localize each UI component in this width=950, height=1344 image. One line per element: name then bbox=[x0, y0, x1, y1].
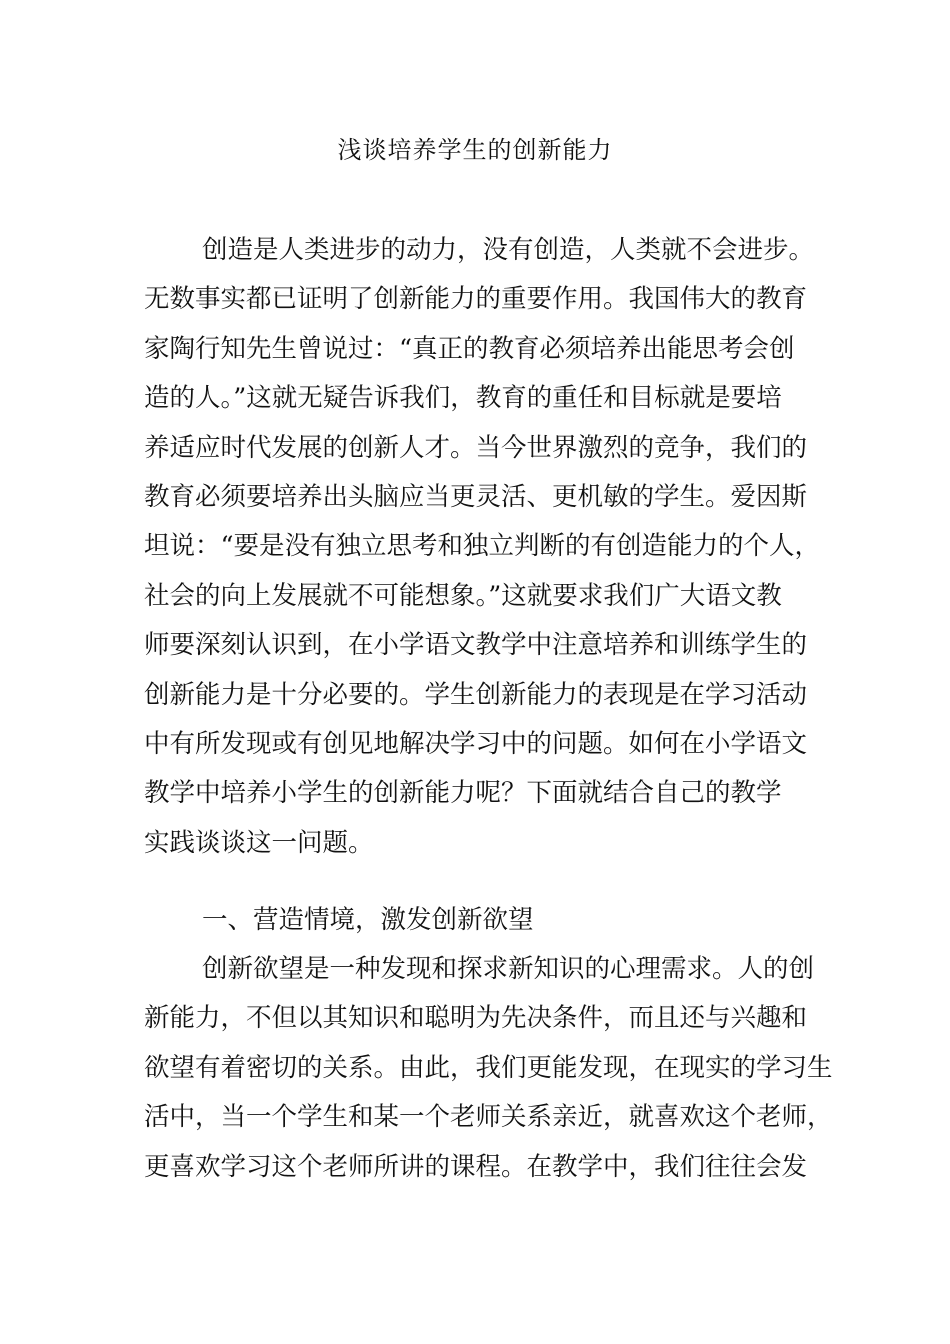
paragraph-line: 活中，当一个学生和某一个老师关系亲近，就喜欢这个老师， bbox=[144, 1102, 833, 1133]
paragraph-line: 教育必须要培养出头脑应当更灵活、更机敏的学生。爱因斯 bbox=[144, 481, 808, 512]
paragraph-line: 无数事实都已证明了创新能力的重要作用。我国伟大的教育 bbox=[144, 284, 808, 315]
paragraph-line: 家陶行知先生曾说过：“真正的教育必须培养出能思考会创 bbox=[144, 333, 795, 364]
paragraph-line: 中有所发现或有创见地解决学习中的问题。如何在小学语文 bbox=[144, 728, 808, 759]
paragraph-line: 养适应时代发展的创新人才。当今世界激烈的竞争，我们的 bbox=[144, 432, 808, 463]
paragraph-intro bbox=[144, 226, 821, 868]
paragraph-line: 新能力，不但以其知识和聪明为先决条件，而且还与兴趣和 bbox=[144, 1003, 808, 1034]
paragraph-line: 创新欲望是一种发现和探求新知识的心理需求。人的创 bbox=[202, 954, 815, 984]
paragraph-line: 欲望有着密切的关系。由此，我们更能发现，在现实的学习生 bbox=[144, 1052, 833, 1083]
section-heading bbox=[144, 896, 814, 945]
paragraph-line: 更喜欢学习这个老师所讲的课程。在教学中，我们往往会发 bbox=[144, 1151, 808, 1182]
paragraph-line: 教学中培养小学生的创新能力呢？下面就结合自己的教学 bbox=[144, 778, 782, 809]
document-title: 浅谈培养学生的创新能力 bbox=[337, 136, 613, 164]
paragraph-line: 坦说：“要是没有独立思考和独立判断的有创造能力的个人， bbox=[144, 531, 821, 562]
paragraph-line: 社会的向上发展就不可能想象。”这就要求我们广大语文教 bbox=[144, 580, 782, 611]
paragraph-line: 实践谈谈这一问题。 bbox=[144, 827, 374, 858]
paragraph-line: 师要深刻认识到，在小学语文教学中注意培养和训练学生的 bbox=[144, 630, 808, 661]
paragraph-line: 创造是人类进步的动力，没有创造，人类就不会进步。 bbox=[202, 235, 815, 265]
paragraph-line: 造的人。”这就无疑告诉我们，教育的重任和目标就是要培 bbox=[144, 383, 782, 414]
paragraph-line: 创新能力是十分必要的。学生创新能力的表现是在学习活动 bbox=[144, 679, 808, 710]
paragraph-section-1 bbox=[144, 945, 833, 1192]
section-heading-text: 一、营造情境，激发创新欲望 bbox=[202, 905, 534, 935]
